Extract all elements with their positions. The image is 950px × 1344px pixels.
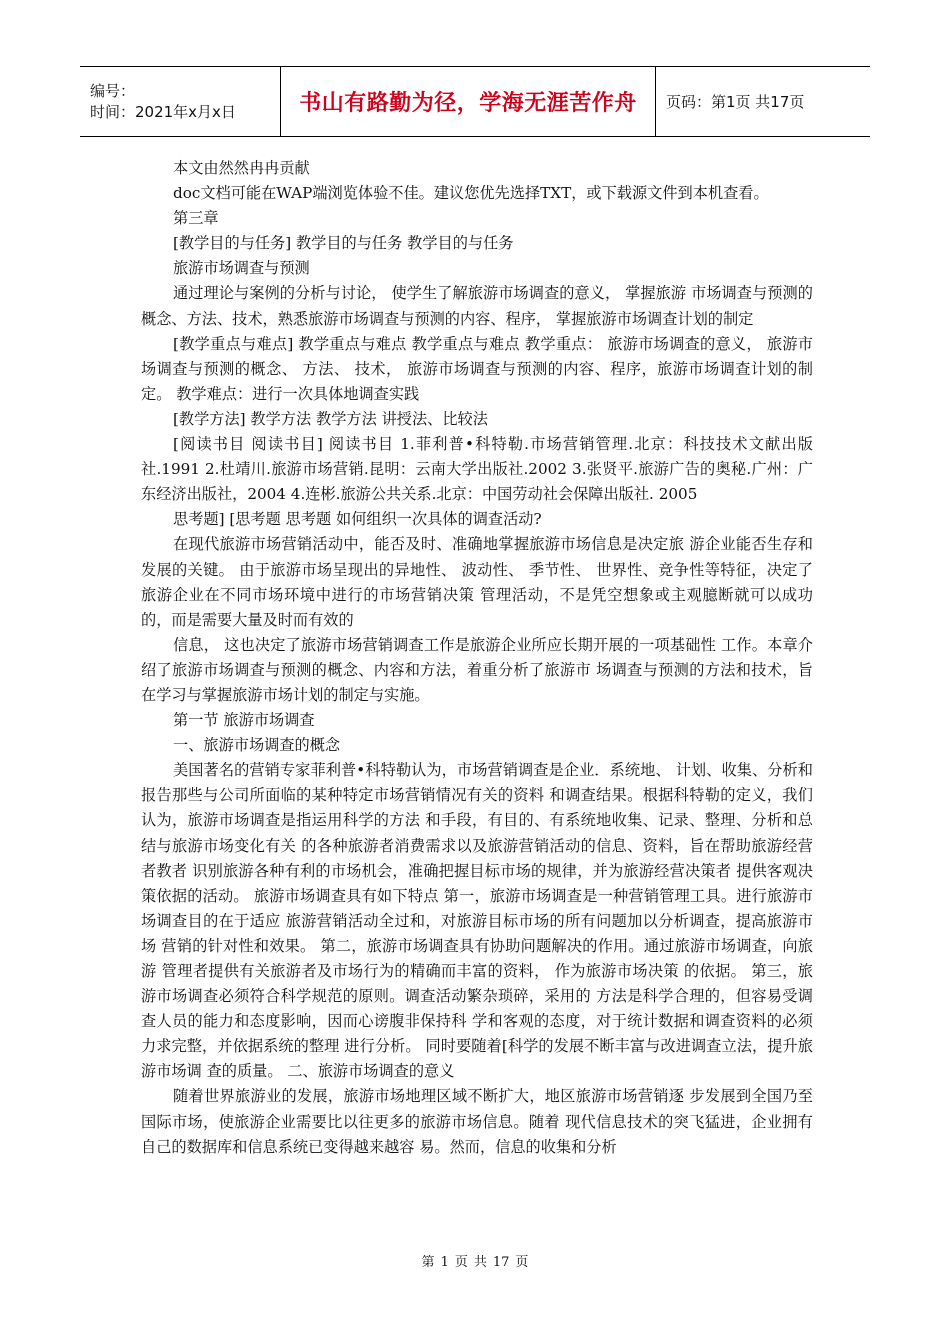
footer-ye: 页 xyxy=(454,1255,468,1270)
page-footer xyxy=(0,1251,950,1270)
paragraph: 信息， 这也决定了旅游市场营销调查工作是旅游企业所应长期开展的一项基础性 工作。本章介绍了旅游市场调查与预测的概念、内容和方法，着重分析了旅游市 场调查与预测的方法和技术，旨在学习与掌握旅游市场计划的制定与实施。 xyxy=(141,635,813,704)
section-title: 第一节 旅游市场调查 xyxy=(173,711,315,730)
paragraph: [教学目的与任务] 教学目的与任务 教学目的与任务 xyxy=(173,234,514,253)
paragraph: 本文由然然冉冉贡献 xyxy=(173,159,310,177)
paragraph: 美国著名的营销专家菲利普•科特勒认为，市场营销调查是企业．系统地、 计划、收集、分析和报告那些与公司所面临的某种特定市场营销情况有关的资料 和调查结果。根据科特勒的定义，我们认为，旅游市场调查是指运用科学的方法 和手段，有目的、有系统地收集、记录、整理、分析和总结与旅游市场变化有关 的各种旅游者消费需求以及旅游营销活动的信息、资料，旨在帮助旅游经营者教者 识别旅游各种有利的市场机会，准确把握目标市场的规律，并为旅游经营决策者 提供客观决策依据的活动。 旅游市场调查具有如下特点 第一，旅游市场调查是一种营销管理工具。进行旅游市场调查目的在于适应 旅游营销活动全过和，对旅游目标市场的所有问题加以分析调查，提高旅游市场 营销的针对性和效果。 第二，旅游市场调查具有协助问题解决的作用。通过旅游市场调查，向旅游 管理者提供有关旅游者及市场行为的精确而丰富的资料， 作为旅游市场决策 的依据。 第三，旅游市场调查必须符合科学规范的原则。调查活动繁杂琐碎，采用的 方法是科学合理的，但容易受调查人员的能力和态度影响，因而心谤腹非保持科 学和客观的态度，对于统计数据和调查资料的必须力求完整，并依据系统的整理 进行分析。 同时要随着[科学的发展不断丰富与改进调查立法，提升旅游市场调 查的质量。 二、旅游市场调查的意义 xyxy=(141,761,813,1081)
document-body xyxy=(141,156,813,1160)
paragraph: [阅读书目 阅读书目] 阅读书目 1.菲利普•科特勒.市场营销管理.北京：科技技术文献出版社.1991 2.杜靖川.旅游市场营销.昆明：云南大学出版社.2002 3.张贤平.旅游广告的奥秘.广州：广东经济出版社，2004 4.连彬.旅游公共关系.北京：中国劳动社会保障出版社. 2005 xyxy=(141,435,813,504)
paragraph: 通过理论与案例的分析与讨论， 使学生了解旅游市场调查的意义， 掌握旅游 市场调查与预测的概念、方法、技术，熟悉旅游市场调查与预测的内容、程序， 掌握旅游市场调查计划的制定 xyxy=(141,284,813,328)
footer-di: 第 xyxy=(421,1255,435,1270)
document-time-label: 时间：2021年x月x日 xyxy=(90,102,236,121)
header-left-cell xyxy=(80,67,281,136)
paragraph: doc文档可能在WAP端浏览体验不佳。建议您优先选择TXT，或下载源文件到本机查看。 xyxy=(173,184,769,203)
footer-gong: 共 xyxy=(473,1255,487,1270)
paragraph: [教学重点与难点] 教学重点与难点 教学重点与难点 教学重点： 旅游市场调查的意义， 旅游市场调查与预测的概念、 方法、 技术， 旅游市场调查与预测的内容、程序，旅游市场调查计划的制定。 教学难点：进行一次具体地调查实践 xyxy=(141,334,813,403)
document-number-label: 编号： xyxy=(90,81,136,100)
header-motto: 书山有路勤为径，学海无涯苦作舟 xyxy=(299,91,637,116)
chapter-title: 第三章 xyxy=(173,209,219,228)
paragraph: [教学方法] 教学方法 教学方法 讲授法、比较法 xyxy=(173,409,488,428)
paragraph: 思考题] [思考题 思考题 如何组织一次具体的调查活动? xyxy=(173,510,542,529)
header-center-cell xyxy=(281,67,656,136)
paragraph: 在现代旅游市场营销活动中，能否及时、准确地掌握旅游市场信息是决定旅 游企业能否生存和发展的关键。 由于旅游市场呈现出的异地性、 波动性、 季节性、 世界性、竞争性等特征，决定了旅游企业在不同市场环境中进行的市场营销决策 管理活动，不是凭空想象或主观臆断就可以成功的，而是需要大量及时而有效的 xyxy=(141,535,813,629)
subsection-title: 一、旅游市场调查的概念 xyxy=(173,736,341,755)
page-header xyxy=(80,66,870,137)
footer-ye2: 页 xyxy=(515,1255,529,1270)
paragraph: 旅游市场调查与预测 xyxy=(173,259,310,278)
footer-page-number: 1 xyxy=(440,1255,449,1270)
header-page-label: 页码：第1页 共17页 xyxy=(666,93,805,111)
footer-total-pages: 17 xyxy=(492,1255,510,1270)
header-right-cell xyxy=(656,67,870,136)
paragraph: 随着世界旅游业的发展，旅游市场地理区域不断扩大，地区旅游市场营销逐 步发展到全国乃至国际市场，使旅游企业需要比以往更多的旅游市场信息。随着 现代信息技术的突飞猛进，企业拥有自己的数据库和信息系统已变得越来越容 易。然而，信息的收集和分析 xyxy=(141,1087,813,1156)
